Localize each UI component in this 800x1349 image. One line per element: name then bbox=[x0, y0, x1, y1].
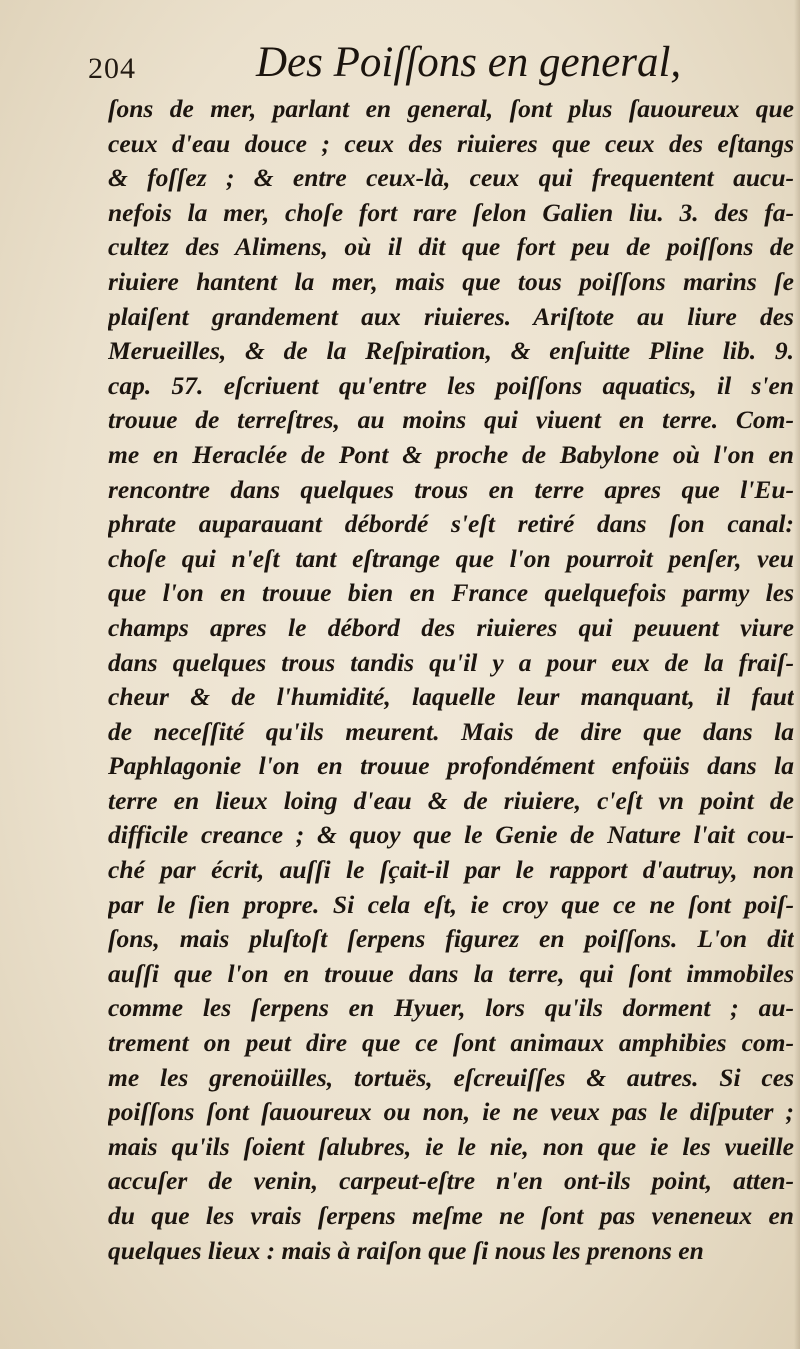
text-line: difficile creance ; & quoy que le Genie de Nature l'ait cou- bbox=[108, 820, 794, 850]
text-line: me en Heraclée de Pont & proche de Babylone où l'on en bbox=[108, 439, 794, 469]
text-line: terre en lieux loing d'eau & de riuiere, c'eſt vn point de bbox=[108, 785, 794, 815]
text-line: de neceſſité qu'ils meurent. Mais de dire que dans la bbox=[108, 716, 794, 746]
text-line: trouue de terreſtres, au moins qui viuent en terre. Com- bbox=[108, 405, 794, 435]
running-title: Des Poiſſons en general, bbox=[256, 39, 682, 86]
text-line: ceux d'eau douce ; ceux des riuieres que ceux des eſtangs bbox=[108, 128, 794, 158]
text-line: choſe qui n'eſt tant eſtrange que l'on pourroit penſer, veu bbox=[108, 543, 794, 573]
text-line: riuiere hantent la mer, mais que tous poiſſons marins ſe bbox=[108, 266, 794, 296]
text-line: nefois la mer, choſe fort rare ſelon Galien liu. 3. des fa- bbox=[108, 197, 794, 227]
text-line: dans quelques trous tandis qu'il y a pour eux de la fraiſ- bbox=[108, 647, 794, 677]
text-line: rencontre dans quelques trous en terre apres que l'Eu- bbox=[108, 474, 794, 504]
text-line: par le ſien propre. Si cela eſt, ie croy que ce ne ſont poiſ- bbox=[108, 889, 794, 919]
text-line: Paphlagonie l'on en trouue profondément enfoüis dans la bbox=[108, 751, 794, 781]
text-line: ſons, mais pluſtoſt ſerpens figurez en poiſſons. L'on dit bbox=[108, 924, 794, 954]
body-text bbox=[108, 92, 794, 1268]
text-line: que l'on en trouue bien en France quelquefois parmy les bbox=[108, 578, 794, 608]
text-line: cap. 57. eſcriuent qu'entre les poiſſons aquatics, il s'en bbox=[108, 370, 794, 400]
text-line: du que les vrais ſerpens meſme ne ſont pas veneneux en bbox=[108, 1201, 794, 1230]
text-line: ſons de mer, parlant en general, ſont plus ſauoureux que bbox=[108, 94, 794, 123]
text-line: ché par écrit, auſſi le ſçait-il par le rapport d'autruy, non bbox=[108, 855, 794, 885]
text-line: accuſer de venin, carpeut-eſtre n'en ont-ils point, atten- bbox=[108, 1166, 794, 1196]
text-line: trement on peut dire que ce ſont animaux amphibies com- bbox=[108, 1028, 794, 1058]
text-line: auſſi que l'on en trouue dans la terre, qui ſont immobiles bbox=[108, 958, 794, 988]
text-line: Merueilles, & de la Reſpiration, & enſuitte Pline lib. 9. bbox=[108, 336, 794, 366]
text-line: cheur & de l'humidité, laquelle leur manquant, il faut bbox=[108, 682, 794, 712]
page-header bbox=[88, 38, 728, 98]
page-number: 204 bbox=[88, 52, 136, 85]
text-line: cultez des Alimens, où il dit que fort peu de poiſſons de bbox=[108, 232, 794, 262]
text-line: phrate auparauant débordé s'eſt retiré dans ſon canal: bbox=[108, 509, 794, 539]
text-line: champs apres le débord des riuieres qui peuuent viure bbox=[108, 612, 794, 642]
text-line: poiſſons ſont ſauoureux ou non, ie ne veux pas le diſputer ; bbox=[108, 1097, 794, 1127]
text-line: plaiſent grandement aux riuieres. Ariſtote au liure des bbox=[108, 301, 794, 331]
text-line: quelques lieux : mais à raiſon que ſi nous les prenons en bbox=[108, 1235, 704, 1265]
page-edge-shadow bbox=[794, 0, 800, 1349]
text-line: me les grenoüilles, tortuës, eſcreuiſſes & autres. Si ces bbox=[108, 1062, 794, 1092]
text-line: & foſſez ; & entre ceux-là, ceux qui frequentent aucu- bbox=[108, 163, 794, 193]
text-line: comme les ſerpens en Hyuer, lors qu'ils dorment ; au- bbox=[108, 993, 794, 1023]
text-line: mais qu'ils ſoient ſalubres, ie le nie, non que ie les vueille bbox=[108, 1131, 794, 1161]
